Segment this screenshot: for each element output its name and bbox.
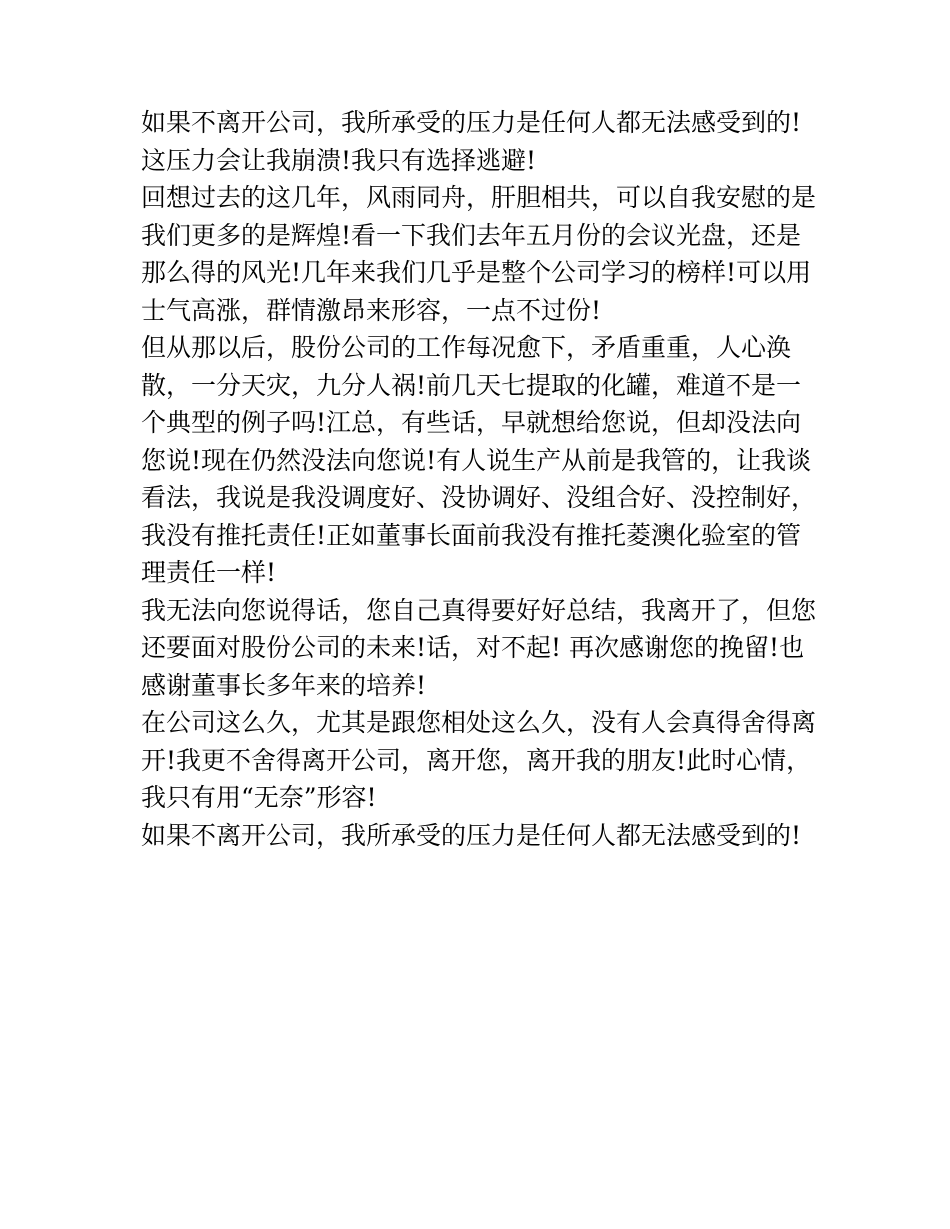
text-line-2: 这压力会让我崩溃!我只有选择逃避!	[141, 145, 537, 175]
text-line-9: 个典型的例子吗!江总，有些话，早就想给您说，但却没法向	[141, 408, 802, 437]
text-line-17: 在公司这么久，尤其是跟您相处这么久，没有人会真得舍得离	[141, 708, 817, 737]
text-line-19: 我只有用“无奈”形容!	[141, 783, 377, 812]
text-line-10: 您说!现在仍然没法向您说!有人说生产从前是我管的，让我谈	[141, 445, 812, 475]
text-line-5: 那么得的风光!几年来我们几乎是整个公司学习的榜样!可以用	[141, 258, 812, 287]
text-line-1: 如果不离开公司，我所承受的压力是任何人都无法感受到的!	[141, 108, 802, 137]
text-line-18: 开!我更不舍得离开公司，离开您，离开我的朋友!此时心情，	[141, 745, 812, 775]
text-line-3: 回想过去的这几年，风雨同舟，肝胆相共，可以自我安慰的是	[141, 183, 817, 212]
text-line-8: 散，一分天灾，九分人祸!前几天七提取的化罐，难道不是一	[141, 370, 802, 400]
text-line-11: 看法，我说是我没调度好、没协调好、没组合好、没控制好，	[141, 483, 817, 512]
text-line-13: 理责任一样!	[141, 558, 277, 587]
text-line-7: 但从那以后，股份公司的工作每况愈下，矛盾重重，人心涣	[141, 333, 792, 362]
text-line-16: 感谢董事长多年来的培养!	[141, 670, 427, 700]
text-line-15: 还要面对股份公司的未来!话，对不起! 再次感谢您的挽留!也	[141, 633, 805, 662]
text-line-20: 如果不离开公司，我所承受的压力是任何人都无法感受到的!	[141, 820, 802, 850]
body-text	[141, 104, 821, 854]
text-line-14: 我无法向您说得话，您自己真得要好好总结，我离开了，但您	[141, 595, 817, 625]
text-line-4: 我们更多的是辉煌!看一下我们去年五月份的会议光盘，还是	[141, 220, 802, 250]
text-line-6: 士气高涨，群情激昂来形容，一点不过份!	[141, 295, 602, 325]
text-line-12: 我没有推托责任!正如董事长面前我没有推托菱澳化验室的管	[141, 520, 802, 550]
